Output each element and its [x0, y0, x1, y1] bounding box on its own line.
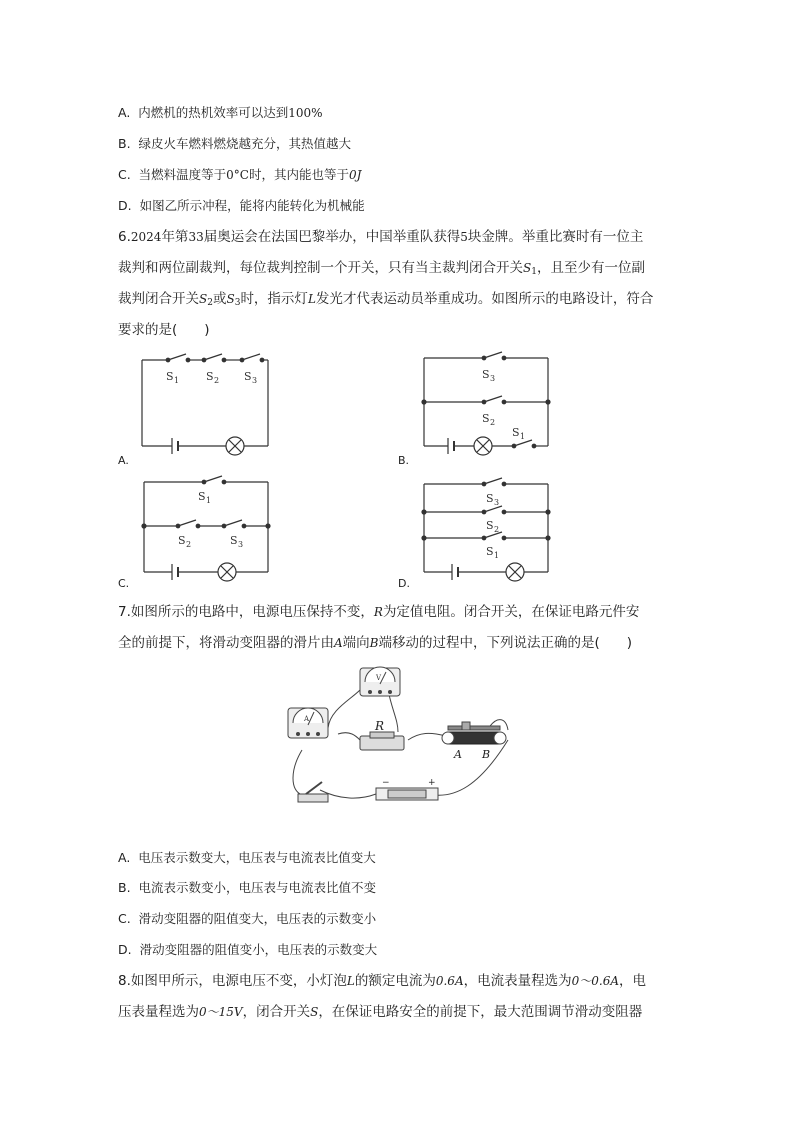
svg-text:1: 1 — [494, 551, 500, 560]
q6-line-2: 裁判和两位副裁判，每位裁判控制一个开关，只有当主裁判闭合开关$S_1$，且至少有一位副 — [118, 260, 645, 277]
svg-text:2: 2 — [490, 418, 496, 427]
rheostat-b-label: B — [482, 748, 491, 761]
battery-minus: − — [382, 778, 390, 788]
svg-text:2: 2 — [494, 525, 500, 534]
svg-text:1: 1 — [206, 496, 212, 505]
circuit-d-label: D. — [398, 577, 410, 590]
svg-text:S: S — [486, 519, 494, 532]
svg-text:3: 3 — [238, 540, 244, 549]
circuit-b-diagram — [398, 350, 558, 468]
svg-text:1: 1 — [174, 376, 180, 385]
svg-text:3: 3 — [252, 376, 258, 385]
label-s3: S — [244, 370, 252, 383]
svg-text:S: S — [482, 412, 490, 425]
battery-plus: + — [428, 778, 436, 788]
q6-line-1: 6.2024年第33届奥运会在法国巴黎举办，中国举重队获得5块金牌。举重比赛时有一位主 — [118, 229, 644, 245]
svg-text:2: 2 — [186, 540, 192, 549]
circuit-b-label: B. — [398, 454, 410, 467]
svg-text:S: S — [486, 545, 494, 558]
ammeter-label: A — [304, 715, 310, 723]
label-s1: S — [166, 370, 174, 383]
svg-text:1: 1 — [520, 432, 526, 441]
svg-text:S: S — [512, 426, 520, 439]
svg-text:S: S — [482, 368, 490, 381]
label-s2: S — [206, 370, 214, 383]
q7-line-2: 全的前提下，将滑动变阻器的滑片由A端向B端移动的过程中，下列说法正确的是( ) — [118, 635, 633, 651]
q5-option-a: A. 内燃机的热机效率可以达到100% — [118, 105, 323, 120]
q6-line-3: 裁判闭合开关$S_2$或$S_3$时，指示灯L发光才代表运动员举重成功。如图所示的电路设计，符合 — [118, 291, 654, 308]
svg-text:3: 3 — [494, 498, 500, 507]
circuit-a-label: A. — [118, 454, 129, 467]
svg-text:S: S — [486, 492, 494, 505]
circuit-a-diagram — [118, 350, 278, 468]
q7-option-b: B. 电流表示数变小，电压表与电流表比值不变 — [118, 880, 377, 895]
physical-circuit-figure — [280, 660, 520, 820]
circuit-c-diagram — [118, 474, 278, 582]
svg-text:S: S — [178, 534, 186, 547]
q7-option-a: A. 电压表示数变大，电压表与电流表比值变大 — [118, 850, 376, 865]
q5-option-c: C. 当燃料温度等于0°C时，其内能也等于0J — [118, 167, 362, 182]
svg-text:3: 3 — [490, 374, 496, 383]
resistor-label: R — [375, 719, 385, 733]
q7-line-1: 7.如图所示的电路中，电源电压保持不变，R为定值电阻。闭合开关，在保证电路元件安 — [118, 604, 640, 620]
q5-option-b: B. 绿皮火车燃料燃烧越充分，其热值越大 — [118, 136, 352, 151]
q8-line-1: 8.如图甲所示，电源电压不变，小灯泡L的额定电流为0.6A，电流表量程选为0～0.6A，电 — [118, 973, 646, 989]
svg-text:S: S — [198, 490, 206, 503]
q8-line-2: 压表量程选为0～15V，闭合开关S，在保证电路安全的前提下，最大范围调节滑动变阻器 — [118, 1004, 643, 1020]
circuit-c-label: C. — [118, 577, 130, 590]
q5-option-d: D. 如图乙所示冲程，能将内能转化为机械能 — [118, 198, 365, 213]
q7-option-c: C. 滑动变阻器的阻值变大，电压表的示数变小 — [118, 911, 377, 926]
q6-line-4: 要求的是( ) — [118, 322, 210, 338]
svg-text:S: S — [230, 534, 238, 547]
rheostat-a-label: A — [454, 748, 462, 761]
voltmeter-label: V — [376, 674, 382, 682]
circuit-d-diagram — [398, 474, 558, 582]
q7-option-d: D. 滑动变阻器的阻值变小，电压表的示数变大 — [118, 942, 378, 957]
svg-text:2: 2 — [214, 376, 220, 385]
